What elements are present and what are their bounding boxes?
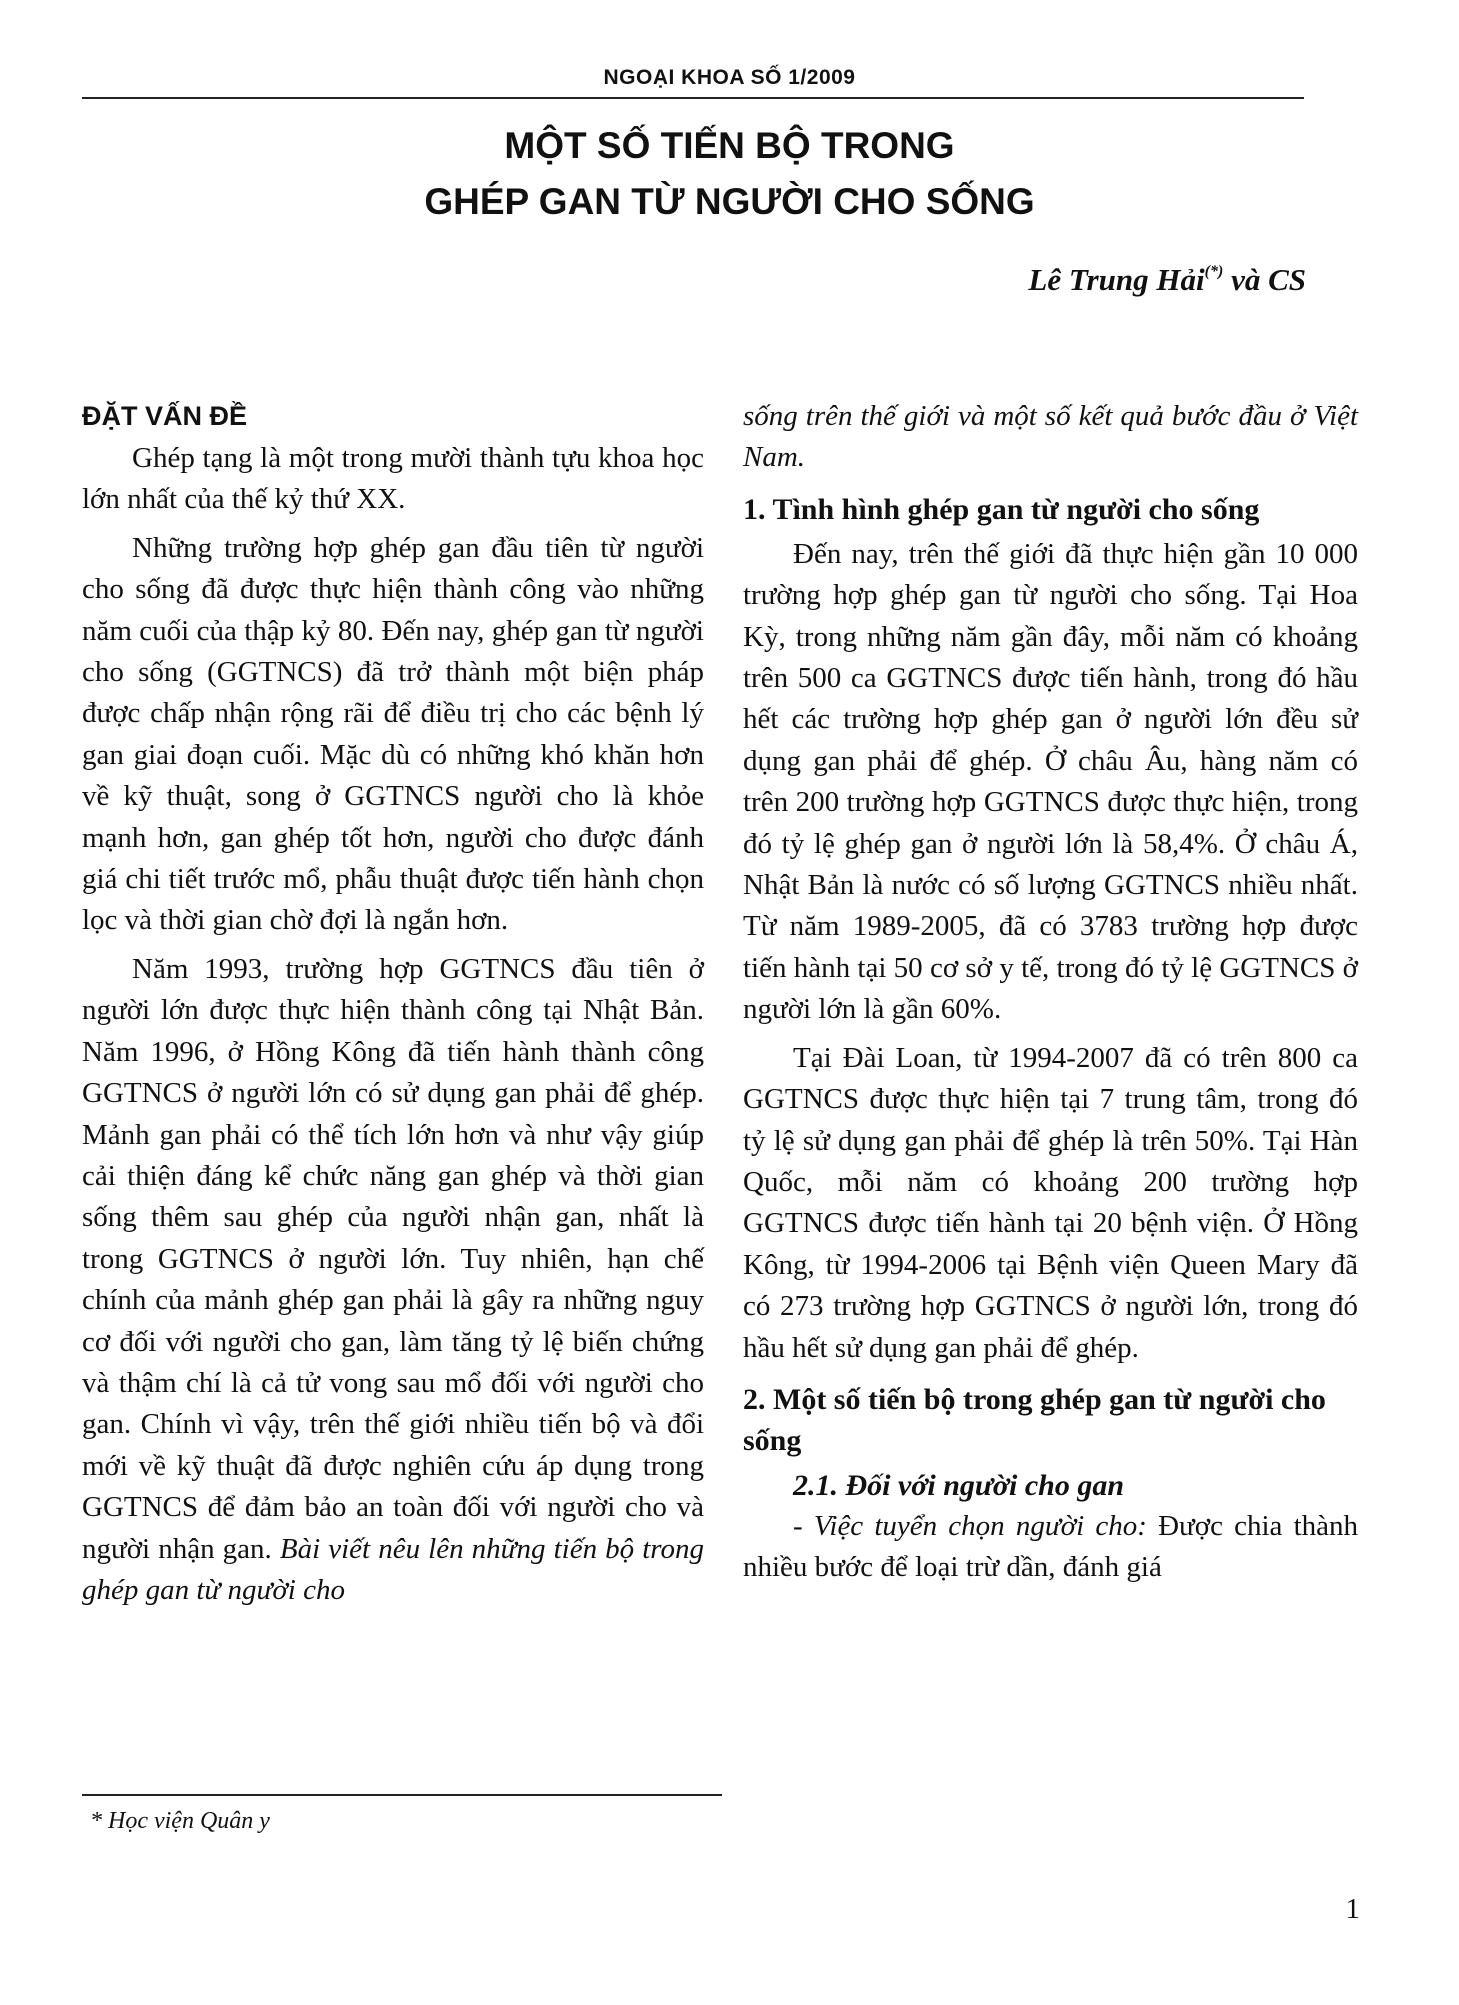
article-title [0, 118, 1459, 230]
paragraph-continuation: sống trên thế giới và một số kết quả bước đầu ở Việt Nam. [743, 400, 1358, 474]
section-heading-1: 1. Tình hình ghép gan từ người cho sống [743, 492, 1260, 526]
paragraph: Ghép tạng là một trong mười thành tựu khoa học lớn nhất của thế kỷ thứ XX. [82, 442, 704, 516]
subsection-heading-2-1: 2.1. Đối với người cho gan [793, 1468, 1125, 1502]
section-heading-introduction: ĐẶT VẤN ĐỀ [82, 401, 248, 431]
paragraph-text: Năm 1993, trường hợp GGTNCS đầu tiên ở người lớn được thực hiện thành công tại Nhật Bản. Năm 1996, ở Hồng Kông đã tiến hành thành công GGTNCS ở người lớn có sử dụng gan phải để ghép. Mảnh gan phải có thể tích lớn hơn và như vậy giúp cải thiện đáng kể chức năng gan ghép và thời gian sống thêm sau ghép của người nhận gan, nhất là trong GGTNCS ở người lớn. Tuy nhiên, hạn chế chính của mảnh ghép gan phải là gây ra những nguy cơ đối với người cho gan, làm tăng tỷ lệ biến chứng và thậm chí là cả tử vong sau mổ đối với người cho gan. Chính vì vậy, trên thế giới nhiều tiến bộ và đổi mới về kỹ thuật đã được nghiên cứu áp dụng trong GGTNCS để đảm bảo an toàn đối với người cho và người nhận gan. [82, 952, 704, 1565]
right-column [743, 396, 1358, 1596]
section-heading-2: 2. Một số tiến bộ trong ghép gan từ người cho sống [743, 1382, 1326, 1457]
title-line-1: MỘT SỐ TIẾN BỘ TRONG [504, 125, 955, 166]
author-suffix: và CS [1231, 262, 1306, 297]
paragraph: Những trường hợp ghép gan đầu tiên từ người cho sống đã được thực hiện thành công vào những năm cuối của thập kỷ 80. Đến nay, ghép gan từ người cho sống (GGTNCS) đã trở thành một biện pháp được chấp nhận rộng rãi để điều trị cho các bệnh lý gan giai đoạn cuối. Mặc dù có những khó khăn hơn về kỹ thuật, song ở GGTNCS người cho là khỏe mạnh hơn, gan ghép tốt hơn, người cho được đánh giá chi tiết trước mổ, phẫu thuật được tiến hành chọn lọc và thời gian chờ đợi là ngắn hơn. [82, 531, 704, 937]
paragraph-italic-lead: - Việc tuyển chọn người cho: [793, 1509, 1147, 1542]
author-name: Lê Trung Hải [1028, 262, 1205, 297]
footnote: * Học viện Quân y [90, 1808, 270, 1834]
paragraph-italic-text: Bài viết nêu lên những tiến bộ trong ghép gan từ người cho [82, 1532, 705, 1606]
paragraph-text: Được chia thành nhiều bước để loại trừ dần, đánh giá [743, 1509, 1359, 1584]
paragraph [743, 1506, 1358, 1589]
running-head: NGOẠI KHOA SỐ 1/2009 [603, 66, 856, 89]
footnote-rule [82, 1794, 722, 1796]
paragraph: Tại Đài Loan, từ 1994-2007 đã có trên 800 ca GGTNCS được thực hiện tại 7 trung tâm, trong đó tỷ lệ sử dụng gan phải để ghép là trên 50%. Tại Hàn Quốc, mỗi năm có khoảng 200 trường hợp GGTNCS được tiến hành tại 20 bệnh viện. Ở Hồng Kông, từ 1994-2006 tại Bệnh viện Queen Mary đã có 273 trường hợp GGTNCS ở người lớn, trong đó hầu hết sử dụng gan phải để ghép. [743, 1041, 1358, 1364]
paragraph [82, 949, 704, 1612]
left-column [82, 396, 704, 1618]
header-rule [82, 97, 1304, 99]
title-line-2: GHÉP GAN TỪ NGƯỜI CHO SỐNG [424, 181, 1035, 222]
authors [1028, 262, 1306, 298]
page-number: 1 [1345, 1893, 1360, 1925]
author-affiliation-mark: (*) [1204, 263, 1224, 280]
paragraph: Đến nay, trên thế giới đã thực hiện gần 10 000 trường hợp ghép gan từ người cho sống. Tại Hoa Kỳ, trong những năm gần đây, mỗi năm có khoảng trên 500 ca GGTNCS được tiến hành, trong đó hầu hết các trường hợp ghép gan ở người lớn đều sử dụng gan phải để ghép. Ở châu Âu, hàng năm có trên 200 trường hợp GGTNCS được thực hiện, trong đó tỷ lệ ghép gan ở người lớn là 58,4%. Ở châu Á, Nhật Bản là nước có số lượng GGTNCS nhiều nhất. Từ năm 1989-2005, đã có 3783 trường hợp được tiến hành tại 50 cơ sở y tế, trong đó tỷ lệ GGTNCS ở người lớn là gần 60%. [743, 537, 1358, 1026]
